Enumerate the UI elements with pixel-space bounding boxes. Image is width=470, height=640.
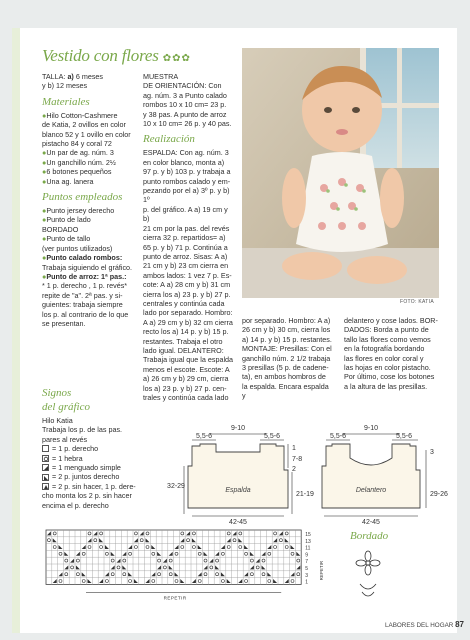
realizacion-line: ambos lados: 1 vez 7 p. Es- (143, 270, 232, 280)
realizacion-line: A a) 29 cm y b) 32 cm cierra (143, 317, 233, 327)
dim-left-height: 32-29 (167, 483, 185, 490)
delantero-label: Delantero (355, 487, 387, 494)
legend-tail-line: encima el p. derecho (42, 500, 109, 510)
puntos-item: ●Punto de lado (42, 215, 91, 225)
side-stripe (12, 28, 20, 633)
chart-row-number: 7 (305, 559, 308, 566)
puntos-item: ●Punto jersey derecho (42, 206, 115, 216)
dim-shoulder-left: 5,5-6 (196, 433, 212, 440)
bullet-icon: ● (42, 167, 47, 177)
arroz-line: los p. al contrario de lo que (42, 309, 129, 319)
muestra-line: MUESTRA (143, 72, 179, 81)
knitting-chart (42, 526, 332, 608)
muestra-line: DE ORIENTACIÓN: Con (143, 81, 222, 91)
materiales-item: pistacho 84 y coral 72 (42, 139, 112, 149)
muestra-block (143, 72, 235, 128)
chart-row-number: 3 (305, 572, 308, 579)
realizacion-block (143, 148, 235, 402)
montaje-line: MONTAJE: Presillas: Con el (242, 344, 332, 354)
legend-text: = 1 hebra (52, 453, 83, 463)
legend-text: = 1 p. derecho (52, 444, 99, 454)
bordados-line: las hojas en color pistacho. (344, 363, 431, 373)
dim-right-1: 3 (430, 449, 434, 456)
bordados-line: en la fotografía bordando (344, 344, 425, 354)
dim-width: 42-45 (229, 519, 247, 526)
column-instructions (143, 72, 235, 402)
column-materials (42, 72, 134, 328)
dim-width: 42-45 (362, 519, 380, 526)
legend-symbol-triangle-filled-icon (42, 483, 49, 490)
bordados-line: DADOS: Borda a punto de (344, 325, 429, 335)
photo-credit: FOTO: KATIA (400, 299, 434, 305)
realizacion-line: 21 cm y b) 23 cm cierra en (143, 261, 229, 271)
delantero-outline (322, 444, 420, 508)
montaje-line: a) 14 p. y b) 15 p. restantes. (242, 334, 332, 344)
dim-right-height: 29-26 (430, 491, 448, 498)
chart-row-number: 1 (305, 579, 308, 586)
realizacion-line: Trabaja igual que la espalda (143, 355, 234, 365)
chart-row-number: 5 (305, 566, 308, 572)
rombos-label: ●Punto calado rombos: (42, 253, 123, 263)
bullet-icon: ● (42, 234, 47, 244)
schematic-espalda (162, 406, 312, 526)
puntos-item: BORDADO (42, 224, 79, 234)
talla-line-b: y b) 12 meses (42, 81, 88, 91)
dim-right-2: 7-8 (292, 456, 303, 463)
arroz-line: se presentan. (42, 318, 86, 328)
legend-item (42, 472, 152, 481)
puntos-item: ●Punto de tallo (42, 234, 91, 244)
realizacion-line: punto de arroz. Sisas: A a) (143, 251, 228, 261)
bordados-line: delantero y cose lados. BOR- (344, 316, 438, 325)
chart-row-number: 9 (305, 552, 308, 559)
page-number: 87 (455, 620, 465, 629)
bordado-heading: Bordado (350, 530, 389, 542)
muestra-line: ag. núm. 3 a Punto calado (143, 90, 227, 100)
chart-legend (42, 444, 152, 491)
column-montaje (242, 316, 334, 401)
page-title (42, 46, 191, 66)
legend-item (42, 463, 152, 472)
legend-text: = 1 menguado simple (52, 463, 121, 472)
montaje-line: ta), en ambos hombros de (242, 372, 326, 382)
materiales-item: ●Hilo Cotton-Cashmere (42, 110, 118, 120)
bordados-line: Por último, cose los botones (344, 372, 435, 382)
legend-symbol-triangle-left-icon (42, 474, 49, 481)
realizacion-line: cierra los a) 23 p. y b) 27 p. (143, 289, 231, 299)
materiales-heading: Materiales (42, 95, 90, 108)
signos-heading-2: del gráfico (42, 401, 90, 413)
legend-tail-line: cho monta los 2 p. sin hacer (42, 491, 132, 501)
materiales-list (42, 111, 134, 186)
realizacion-line: a) 26 cm y b) 29 cm, cierra (143, 374, 229, 384)
bordados-line: a la altura de las presillas. (344, 381, 428, 391)
chart-row-number: 13 (305, 538, 311, 545)
materiales-item: ●Un ganchillo núm. 2½ (42, 157, 116, 167)
baby-dress-photo (242, 48, 439, 298)
montaje-line: la espalda. Encara espalda y (242, 381, 329, 401)
montaje-line: 3 presillas (5 p. de cadene- (242, 363, 329, 373)
realizacion-line: en color blanco, monta a) (143, 157, 225, 167)
dim-right-3: 2 (292, 466, 296, 473)
dim-right-height: 21-19 (296, 491, 314, 498)
realizacion-line: lado por separado. Hombro: (143, 308, 233, 318)
muestra-line: rombos 10 x 10 cm= 23 p. (143, 100, 227, 110)
arroz-lines (42, 281, 134, 328)
legend-item (42, 444, 152, 453)
signos-section (42, 386, 152, 510)
realizacion-line: cierra 32 p. repartidos= a) (143, 233, 226, 243)
bullet-icon: ● (42, 206, 47, 216)
realizacion-line: los a) 23 p. y b) 27 p. cen- (143, 383, 227, 393)
talla-line-a: TALLA: a) 6 meses (42, 72, 104, 81)
espalda-label: Espalda (225, 487, 251, 494)
puntos-item: (ver puntos utilizados) (42, 243, 113, 253)
realizacion-line: lado igual. DELANTERO: (143, 345, 224, 355)
page-footer (385, 620, 464, 629)
chart-repeat-side-label: REPETIR (319, 560, 325, 581)
embroidery-flower-icon (350, 548, 386, 604)
magazine-name: LABORES DEL HOGAR (385, 622, 454, 629)
chart-repeat-label: REPETIR (163, 595, 187, 601)
legend-text: = 2 p. juntos derecho (52, 472, 120, 482)
legend-text: = 2 p. sin hacer, 1 p. dere- (52, 481, 136, 491)
schematic-delantero (300, 406, 450, 526)
arroz-label: ●Punto de arroz: 1ª pas.: (42, 271, 127, 281)
dim-shoulder-left: 5,5-6 (330, 433, 346, 440)
dim-top: 9-10 (363, 425, 379, 432)
signos-intro-line: pares al revés (42, 434, 88, 444)
materiales-item: blanco 52 y 1 ovillo en color (42, 129, 131, 139)
bordados-line: las flores en color coral y (344, 353, 424, 363)
signos-intro-line: Trabaja los p. de las pas. (42, 425, 123, 435)
chart-row-number: 15 (305, 532, 311, 538)
legend-symbol-circle-icon (42, 455, 49, 462)
realizacion-line: 65 p. y b) 71 p. Continúa a (143, 242, 228, 252)
title-text: Vestido con flores (42, 46, 159, 65)
muestra-line: y 38 pas. A punto de arroz (143, 109, 227, 119)
signos-intro-line: Hilo Katia (42, 416, 73, 425)
chart-row-number: 11 (305, 545, 311, 552)
realizacion-line: 21 cm por la pas. del revés (143, 223, 230, 233)
realizacion-line: recto los a) 14 p. y b) 15 p. (143, 327, 229, 337)
montaje-line: por separado. Hombro: A a) (242, 316, 331, 325)
realizacion-line: centrales y continúa cada (143, 298, 225, 308)
legend-symbol-triangle-icon (42, 464, 49, 471)
realizacion-line: restantes. Trabaja el otro (143, 336, 223, 346)
materiales-item: ●6 botones pequeños (42, 167, 112, 177)
dim-right-1: 1 (292, 445, 296, 452)
puntos-heading: Puntos empleados (42, 191, 123, 204)
espalda-outline (188, 444, 288, 508)
bullet-icon: ● (42, 110, 47, 120)
legend-symbol-empty-icon (42, 445, 49, 452)
legend-item (42, 482, 152, 491)
materiales-item: de Katia, 2 ovillos en color (42, 120, 126, 130)
realizacion-line: p. del gráfico. A a) 19 cm y b) (143, 204, 228, 224)
arroz-line: repite de "a". 2ª pas. y si- (42, 290, 123, 300)
realizacion-line: trales y continúa cada lado (143, 393, 229, 402)
bullet-icon: ● (42, 148, 47, 158)
bordados-line: tallo las flores como vemos (344, 334, 431, 344)
dim-shoulder-right: 5,5-6 (396, 433, 412, 440)
photo-illustration (242, 48, 439, 298)
puntos-list (42, 206, 134, 253)
signos-intro (42, 416, 152, 444)
bullet-icon: ● (42, 176, 47, 186)
legend-tail (42, 491, 152, 510)
realizacion-line: 97 p. y b) 103 p. y trabaja a (143, 167, 231, 177)
dim-shoulder-right: 5,5-6 (264, 433, 280, 440)
arroz-line: * 1 p. derecho , 1 p. revés* (42, 281, 128, 291)
signos-heading-1: Signos (42, 387, 72, 399)
realizacion-heading: Realización (143, 133, 195, 146)
montaje-line: ganchillo núm. 2 1/2 trabaja (242, 353, 331, 363)
materiales-item: ●Una ag. lanera (42, 176, 94, 186)
realizacion-line: menos el escote. Escote: A (143, 364, 230, 374)
realizacion-line: cote: A a) 28 cm y b) 31 cm (143, 280, 231, 290)
muestra-line: 10 x 10 cm= 26 p. y 40 pas. (143, 119, 232, 129)
materiales-item: ●Un par de ag. núm. 3 (42, 148, 114, 158)
dim-top: 9-10 (230, 425, 246, 432)
montaje-line: 26 cm y b) 30 cm, cierra los (242, 325, 331, 335)
bullet-icon: ● (42, 157, 47, 167)
column-bordados (344, 316, 440, 391)
rombos-text: Trabaja siguiendo el gráfico. (42, 262, 133, 272)
bullet-icon: ● (42, 215, 47, 225)
magazine-page (12, 28, 465, 633)
realizacion-line: ESPALDA: Con ag. núm. 3 (143, 148, 229, 158)
realizacion-line: pezando por el a) 3º p. y b) 1º (143, 186, 230, 205)
realizacion-line: punto rombos calado y em- (143, 176, 231, 186)
flower-ornament-icon: ✿✿✿ (162, 53, 191, 64)
arroz-line: guientes: trabaja siempre (42, 300, 123, 310)
legend-item (42, 454, 152, 463)
